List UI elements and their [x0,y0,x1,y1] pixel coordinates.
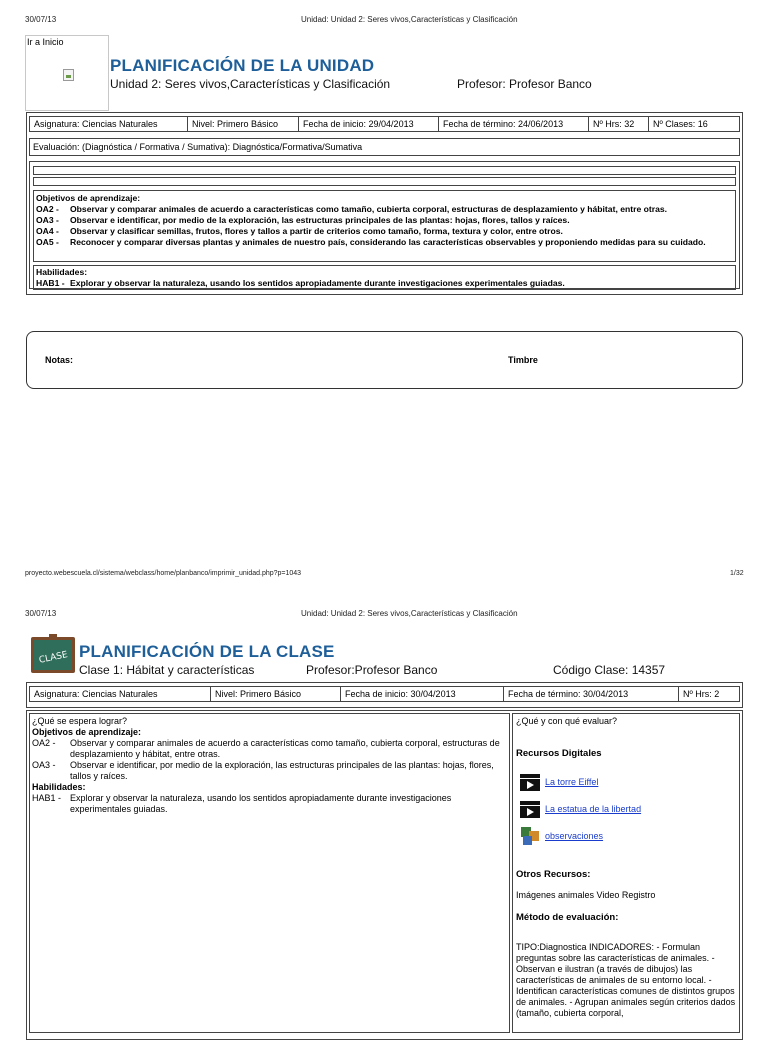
class-meta-table [29,686,740,702]
meta-asignatura: Asignatura: Ciencias Naturales [30,687,211,702]
other-resources-text: Imágenes animales Video Registro [516,890,656,900]
skills-label: Habilidades: [36,267,88,277]
chalkboard-icon [30,634,76,676]
meta-fecha-termino: Fecha de término: 30/04/2013 [504,687,679,702]
other-resources-heading: Otros Recursos: [516,869,591,880]
expected-question: ¿Qué se espera lograr? [32,716,128,726]
empty-row-2 [33,177,736,186]
resource-row[interactable] [519,772,598,792]
empty-row-1 [33,166,736,175]
meta-hrs: Nº Hrs: 32 [589,117,649,132]
objective-item: OA3 - Observar e identificar, por medio de la exploración, las estructuras principales de las plantas: hojas, flores, tallos y raíces. [32,760,494,781]
meta-fecha-inicio: Fecha de inicio: 30/04/2013 [341,687,504,702]
objective-item: OA4 - Observar y clasificar semillas, frutos, flores y tallos a partir de criterios como tamaño, forma, textura y color, entre otros. [36,226,563,236]
evaluate-question: ¿Qué y con qué evaluar? [516,716,618,726]
evaluacion-row [29,138,740,156]
objective-item: OA2 - Observar y comparar animales de acuerdo a características como tamaño, cubierta corporal, estructuras de desplazamiento y hábitat, entre otras. [32,738,500,759]
meta-hrs: Nº Hrs: 2 [679,687,740,702]
resource-row[interactable] [519,799,641,819]
meta-nivel: Nivel: Primero Básico [188,117,299,132]
resource-row[interactable] [519,825,603,847]
broken-image-icon [63,69,74,81]
notes-label: Notas: [45,355,74,365]
class-teacher: Profesor:Profesor Banco [306,663,438,677]
objective-item: OA2 - Observar y comparar animales de acuerdo a características como tamaño, cubierta corporal, estructuras de desplazamiento y hábitat, entre otras. [36,204,668,214]
evaluation-method-heading: Método de evaluación: [516,912,619,923]
meta-fecha-inicio: Fecha de inicio: 29/04/2013 [299,117,439,132]
skills-label: Habilidades: [32,782,86,792]
video-icon [519,772,541,792]
resource-link-estatua-libertad[interactable]: La estatua de la libertad [545,804,642,814]
footer-page: 1/32 [730,570,744,577]
meta-nivel: Nivel: Primero Básico [211,687,341,702]
skills-box [33,265,736,290]
skill-item: HAB1 - Explorar y observar la naturaleza, usando los sentidos apropiadamente durante investigaciones experimentales guiadas. [36,278,565,288]
class-plan-title: PLANIFICACIÓN DE LA CLASE [79,642,335,661]
chalkboard-label: CLASE [38,650,69,666]
meta-asignatura: Asignatura: Ciencias Naturales [30,117,188,132]
page-header-title: Unidad: Unidad 2: Seres vivos,Características y Clasificación [301,609,518,618]
evaluacion-text: Evaluación: (Diagnóstica / Formativa / Sumativa): Diagnóstica/Formativa/Sumativa [33,142,363,152]
class-name: Clase 1: Hábitat y características [79,663,255,677]
objectives-box [33,190,736,262]
objectives-label: Objetivos de aprendizaje: [32,727,142,737]
unit-name: Unidad 2: Seres vivos,Características y Clasificación [110,77,391,91]
footer-url: proyecto.webescuela.cl/sistema/webclass/home/planbanco/imprimir_unidad.php?p=1043 [25,570,302,577]
digital-resources-heading: Recursos Digitales [516,748,602,759]
video-icon [519,799,541,819]
page-header-date: 30/07/13 [25,609,57,618]
resource-link-torre-eiffel[interactable]: La torre Eiffel [545,777,599,787]
objectives-label: Objetivos de aprendizaje: [36,193,141,203]
evaluation-method-text: TIPO:Diagnostica INDICADORES: - Formulan preguntas sobre las características de animales. - Observan e ilustran (a través de dibujos) las características de animales de su entorno local. - Identifican características comunes de distintos grupos de animales. - Agrupan animales según criterios dados (tamaño, cubierta corporal, [516,942,736,1018]
page-header-title: Unidad: Unidad 2: Seres vivos,Características y Clasificación [301,15,518,24]
home-link-box[interactable] [25,35,109,111]
left-column [29,713,510,1033]
home-link[interactable]: Ir a Inicio [27,37,64,47]
meta-clases: Nº Clases: 16 [649,117,740,132]
resource-link-observaciones[interactable]: observaciones [545,831,604,841]
document-icon [519,825,541,847]
class-code: Código Clase: 14357 [553,663,666,677]
notes-box [26,331,743,389]
unit-plan-title: PLANIFICACIÓN DE LA UNIDAD [110,56,375,75]
objective-item: OA3 - Observar e identificar, por medio de la exploración, las estructuras principales de las plantas: hojas, flores, tallos y raíces. [36,215,570,225]
stamp-label: Timbre [508,355,538,365]
unit-teacher: Profesor: Profesor Banco [457,77,592,91]
unit-meta-table [29,116,740,132]
objective-item: OA5 - Reconocer y comparar diversas plantas y animales de nuestro país, considerando las características observables y proponiendo medidas para su cuidado. [36,237,706,247]
meta-fecha-termino: Fecha de término: 24/06/2013 [439,117,589,132]
skill-item: HAB1 - Explorar y observar la naturaleza, usando los sentidos apropiadamente durante investigaciones experimentales guiadas. [32,793,452,814]
page-header-date: 30/07/13 [25,15,57,24]
